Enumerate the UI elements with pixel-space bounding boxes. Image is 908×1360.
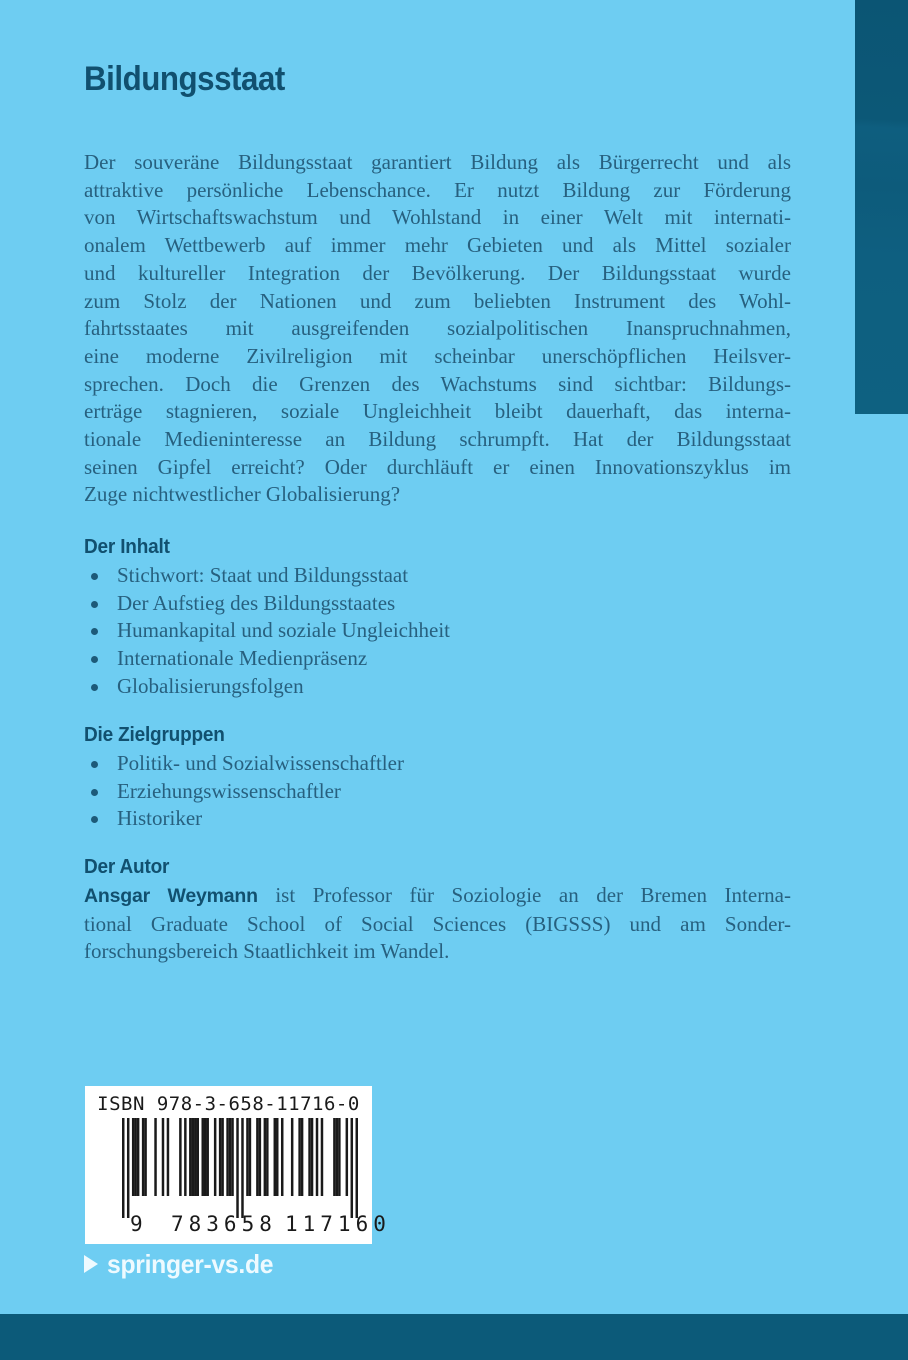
audience-list: [84, 750, 764, 833]
list-item: [84, 778, 764, 806]
author-line: tional Graduate School of Social Sciences (BIGSSS) und am Sonder-: [84, 911, 791, 936]
isbn-label: ISBN 978-3-658-11716-0: [97, 1093, 360, 1115]
list-item: [84, 645, 764, 673]
list-item-label: Der Aufstieg des Bildungsstaates: [117, 590, 396, 615]
author-heading: Der Autor: [84, 856, 170, 878]
ean-digit-group: 783658: [171, 1212, 277, 1236]
description-line: von Wirtschaftswachstum und Wohlstand in einer Welt mit internati-: [84, 205, 791, 230]
audience-heading: Die Zielgruppen: [84, 724, 225, 746]
author-line: forschungsbereich Staatlichkeit im Wandel.: [84, 939, 450, 964]
description-line: zum Stolz der Nationen und zum beliebten Instrument des Wohl-: [84, 288, 791, 313]
list-item: [84, 617, 764, 645]
author-name: Ansgar Weymann: [84, 885, 258, 907]
description-line: eine moderne Zivilreligion mit scheinbar unerschöpflichen Heilsver-: [84, 343, 791, 368]
description-line: tionale Medieninteresse an Bildung schrumpft. Hat der Bildungsstaat: [84, 427, 791, 452]
book-title: Bildungsstaat: [84, 60, 285, 98]
list-item-label: Humankapital und soziale Ungleichheit: [117, 618, 450, 643]
list-item-label: Erziehungswissenschaftler: [117, 778, 341, 803]
author-paragraph: [84, 882, 791, 966]
description-line: Zuge nichtwestlicher Globalisierung?: [84, 482, 401, 507]
list-item-label: Globalisierungsfolgen: [117, 673, 304, 698]
contents-heading: Der Inhalt: [84, 536, 170, 558]
bullet-icon: [91, 601, 98, 608]
list-item-label: Internationale Medienpräsenz: [117, 646, 368, 671]
publisher-arrow-icon: [84, 1255, 98, 1273]
ean-digit-group: 117160: [285, 1212, 391, 1236]
author-line: [84, 882, 791, 911]
bullet-icon: [91, 656, 98, 663]
publisher-label: springer-vs.de: [107, 1248, 274, 1279]
description-line: erträge stagnieren, soziale Ungleichheit bleibt dauerhaft, das interna-: [84, 399, 791, 424]
description-line: onalem Wettbewerb auf immer mehr Gebieten und als Mittel sozialer: [84, 233, 791, 258]
list-item: [84, 590, 764, 618]
bullet-icon: [91, 761, 98, 768]
description-paragraph: [84, 149, 791, 509]
list-item: [84, 750, 764, 778]
bullet-icon: [91, 628, 98, 635]
list-item: [84, 805, 764, 833]
list-item: [84, 673, 764, 701]
bullet-icon: [91, 789, 98, 796]
list-item: [84, 562, 764, 590]
publisher-mark: [84, 1250, 282, 1278]
list-item-label: Politik- und Sozialwissenschaftler: [117, 751, 404, 775]
corner-stripe: [855, 0, 908, 414]
list-item-label: Stichwort: Staat und Bildungsstaat: [117, 563, 409, 587]
list-item-label: Historiker: [117, 806, 203, 831]
bullet-icon: [91, 816, 98, 823]
description-line: fahrtsstaates mit ausgreifenden sozialpolitischen Inanspruchnahmen,: [84, 316, 791, 341]
author-line-rest: ist Professor für Soziologie an der Bremen Interna-: [257, 883, 791, 907]
bullet-icon: [91, 573, 98, 580]
description-line: seinen Gipfel erreicht? Oder durchläuft er einen Innovationszyklus im: [84, 454, 791, 479]
ean-digit-lead: 9: [130, 1212, 143, 1236]
bottom-band: [0, 1314, 908, 1360]
contents-list: [84, 562, 764, 701]
description-line: und kultureller Integration der Bevölkerung. Der Bildungsstaat wurde: [84, 260, 791, 285]
ean13-barcode: [122, 1118, 358, 1218]
description-line: sprechen. Doch die Grenzen des Wachstums sind sichtbar: Bildungs-: [84, 371, 791, 396]
isbn-box: [85, 1086, 391, 1244]
description-line: attraktive persönliche Lebenschance. Er nutzt Bildung zur Förderung: [84, 177, 791, 202]
bullet-icon: [91, 684, 98, 691]
description-line: Der souveräne Bildungsstaat garantiert Bildung als Bürgerrecht und als: [84, 150, 791, 174]
